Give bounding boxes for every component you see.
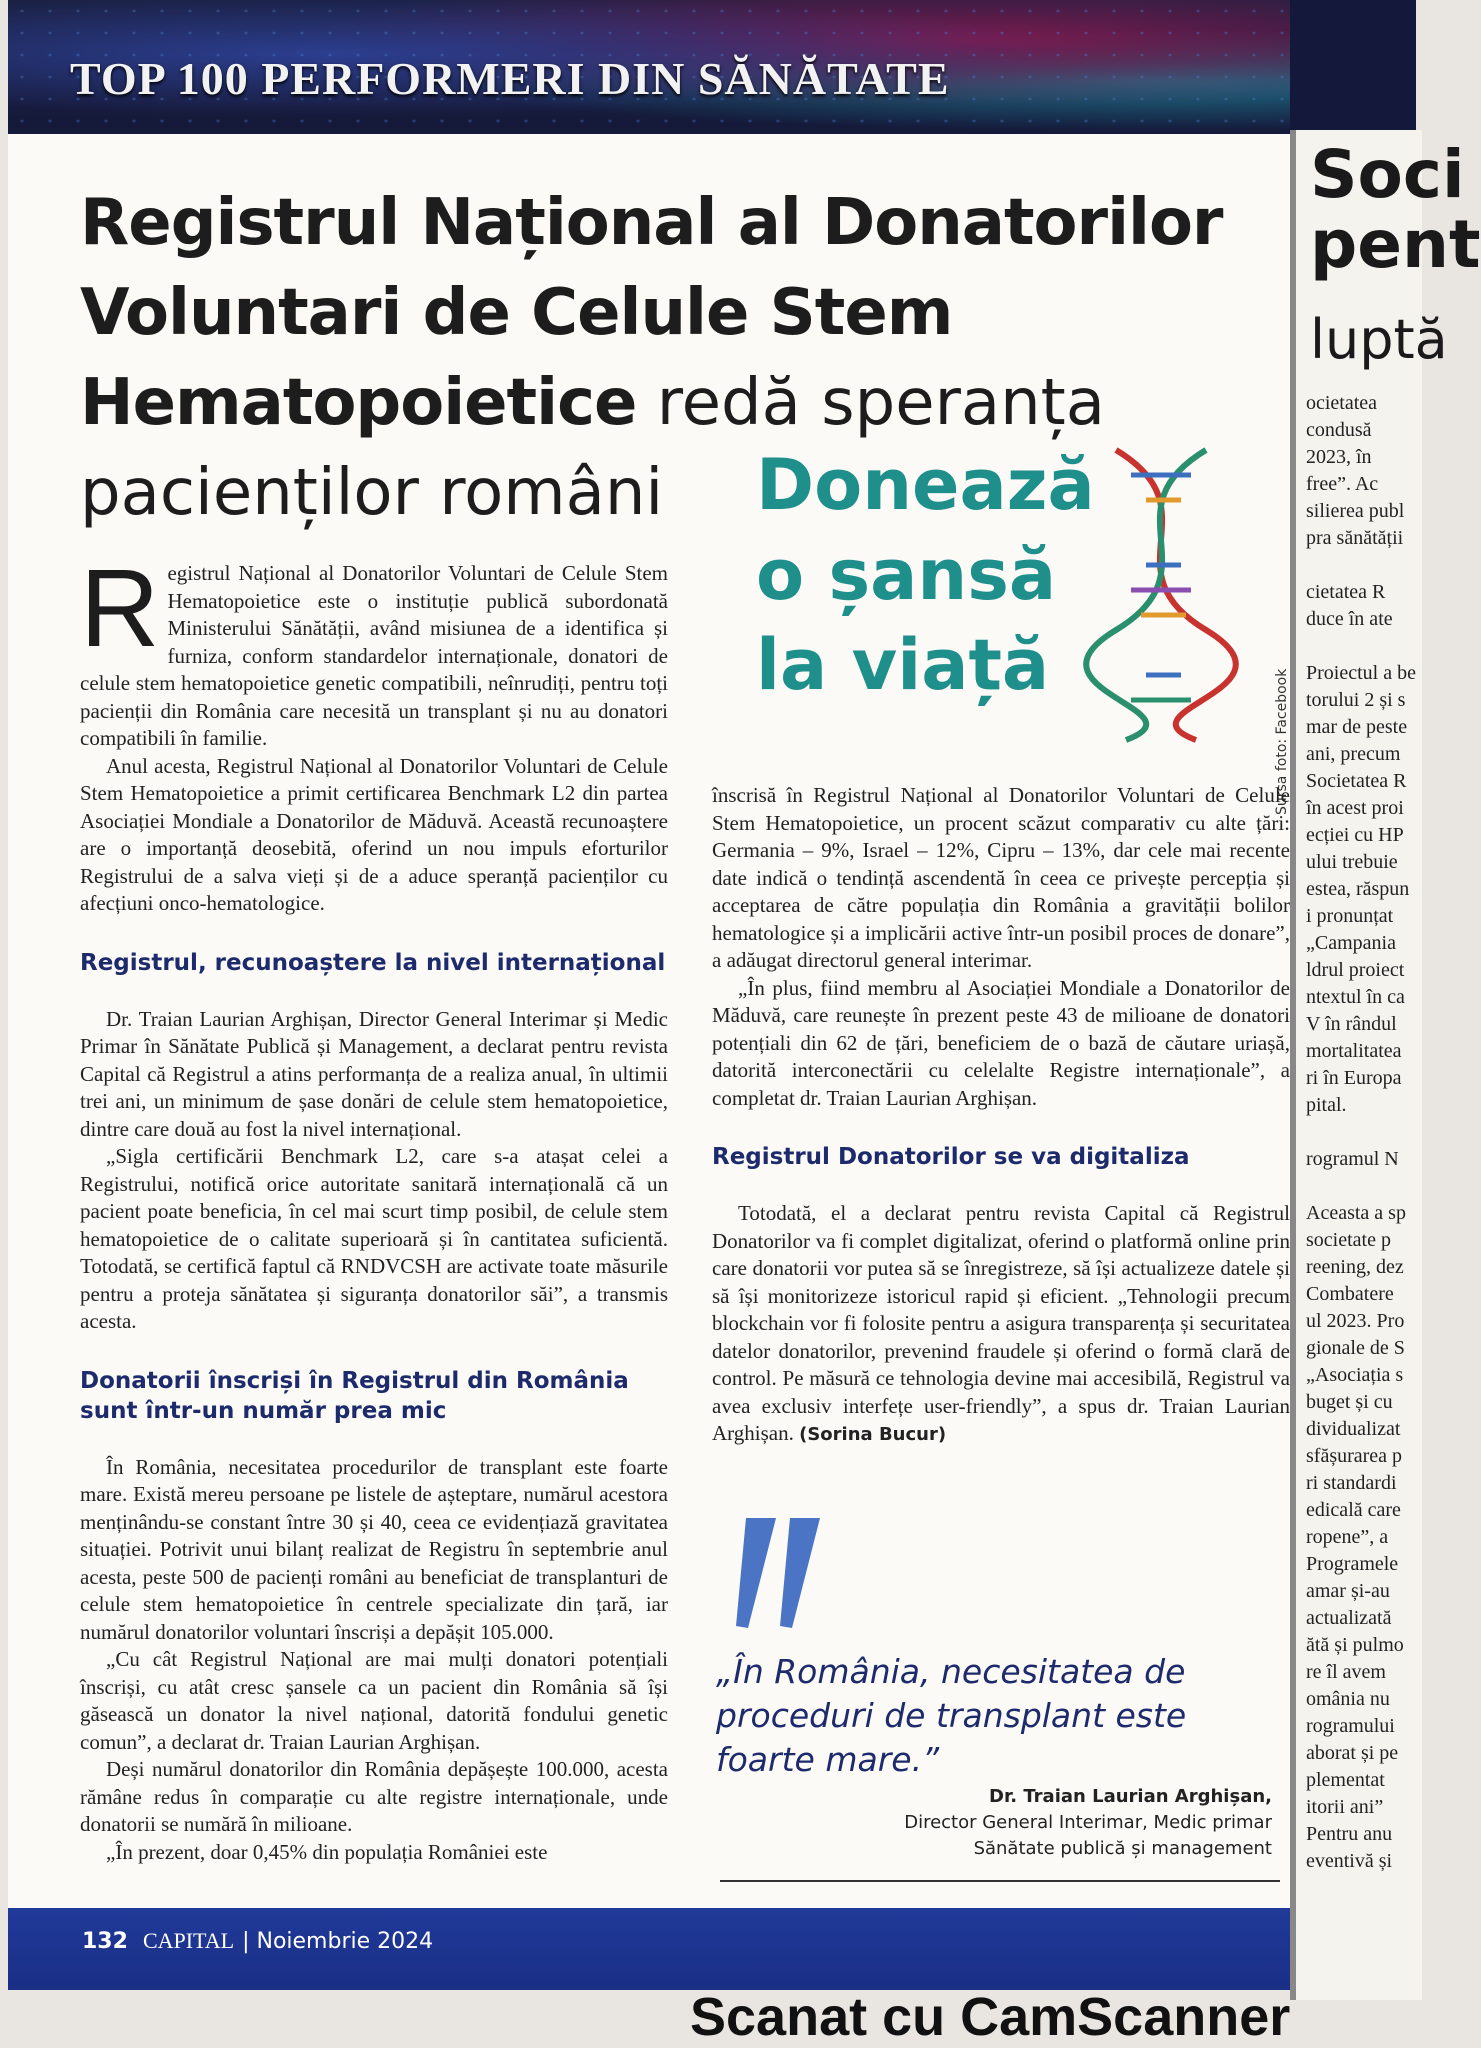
- next-page-line: V în rândul: [1306, 1013, 1397, 1035]
- section-banner: [8, 0, 1290, 134]
- next-page-line: ătă și pulmo: [1306, 1634, 1404, 1656]
- next-page-line: „Asociația s: [1306, 1364, 1404, 1386]
- paragraph: Totodată, el a declarat pentru revista Capital că Registrul Donatorilor va fi complet digitalizat, oferind o platformă online prin care donatorii vor putea să se înregistreze, să își actualizeze datele și să își monitorizeze istoricul rapid și eficient. „Tehnologii precum blockchain vor fi folosite pentru a asigura transparența și securitatea datelor donatorilor, prevenind fraudele și oferind o formă clară de control. Pe măsură ce tehnologia devine mai accesibilă, Registrul va avea exclusiv interfețe user-friendly”, a spus dr. Traian Laurian Arghișan. (Sorina Bucur): [712, 1201, 1290, 1445]
- subheading: Registrul Donatorilor se va digitaliza: [712, 1144, 1190, 1170]
- next-page-line: amar și-au: [1306, 1580, 1390, 1602]
- next-page-line: sfășurarea p: [1306, 1445, 1403, 1467]
- next-page-headline: Soci pent: [1310, 136, 1481, 283]
- magazine-name: CAPITAL: [142, 1928, 235, 1953]
- next-page-line: condusă: [1306, 419, 1372, 441]
- next-page-line: actualizată: [1306, 1607, 1392, 1629]
- article-column-1: [80, 547, 668, 1866]
- next-page-line: re îl avem: [1306, 1661, 1386, 1683]
- next-page-line: pital.: [1306, 1094, 1347, 1116]
- next-page-line: aborat și pe: [1306, 1742, 1399, 1764]
- paragraph: „Sigla certificării Benchmark L2, care s-a atașat celei a Registrului, notifică orice autoritate sanitară internațională că un pacient poate beneficia, în cel mai scurt timp posibil, de celule stem hematopoietice de o calitate superioară și în cantitatea suficientă. Totodată, se certifică faptul că RNDVCSH are activate toate măsurile pentru a proteja sănătatea și siguranța donatorilor săi”, a transmis acesta.: [80, 1144, 668, 1333]
- next-page-line: Programele: [1306, 1553, 1399, 1575]
- next-page-line: ani, precum: [1306, 743, 1401, 765]
- page-number: 132: [82, 1929, 128, 1954]
- paragraph: Deși numărul donatorilor din România depășește 100.000, acesta rămâne redus în comparație cu alte registre internaționale, unde donatorii se numără în milioane.: [80, 1757, 668, 1836]
- next-page-line: edicală care: [1306, 1499, 1401, 1521]
- next-page-line: gionale de S: [1306, 1337, 1405, 1359]
- paragraph: În România, necesitatea procedurilor de transplant este foarte mare. Există mereu persoane pe listele de așteptare, numărul acestora menținându-se constant între 30 și 40, ceea ce evidențiază gravitatea situației. Potrivit unui bilanț realizat de Registru în septembrie anul acesta, peste 500 de pacienți români au beneficiat de transplanturi de celule stem hematopoietice în centrele specializate din țară, iar numărul donatorilor voluntari înscriși a depășit 105.000.: [80, 1454, 668, 1644]
- next-page-line: plementat: [1306, 1769, 1385, 1791]
- next-page-line: mar de peste: [1306, 716, 1408, 738]
- next-page-edge: [1290, 130, 1481, 2000]
- next-page-banner: [1290, 0, 1416, 130]
- page-footer: [8, 1908, 1290, 1990]
- next-page-line: free”. Ac: [1306, 473, 1379, 495]
- paragraph: „Cu cât Registrul Național are mai mulți donatori potențiali înscriși, cu atât cresc șansele ca un pacient din România să își găsească un donator la nivel național, datorită fondului genetic comun”, a declarat dr. Traian Laurian Arghișan.: [80, 1647, 668, 1754]
- next-page-line: Pentru anu: [1306, 1823, 1393, 1845]
- issue-date: Noiembrie 2024: [256, 1929, 434, 1954]
- next-page-line: ului trebuie: [1306, 851, 1398, 873]
- next-page-subheadline: luptă: [1310, 308, 1448, 371]
- next-page-line: i pronunțat: [1306, 905, 1394, 927]
- next-page-line: Combatere: [1306, 1283, 1394, 1305]
- next-page-line: Societatea R: [1306, 770, 1407, 792]
- next-page-text: [1306, 390, 1426, 1875]
- next-page-line: ropene”, a: [1306, 1526, 1389, 1548]
- next-page-line: în acest proi: [1306, 797, 1404, 819]
- paragraph: „În plus, fiind membru al Asociației Mondiale a Donatorilor de Măduvă, care reunește în prezent peste 43 de milioane de donatori potențiali din 62 de țări, beneficiem de o bază de căutare uriașă, datorită interconectării cu celelalte Registre internaționale”, a completat dr. Traian Laurian Arghișan.: [712, 975, 1290, 1110]
- next-page-line: [1306, 552, 1426, 579]
- next-page-line: societate p: [1306, 1229, 1391, 1251]
- next-page-line: cietatea R: [1306, 581, 1386, 603]
- section-title: TOP 100 PERFORMERI DIN SĂNĂTATE: [70, 53, 950, 104]
- next-page-line: estea, răspun: [1306, 878, 1410, 900]
- next-page-line: torului 2 și s: [1306, 689, 1406, 711]
- headline-bold: Registrul Național al Donatorilor Voluntari de Celule Stem Hematopoietice: [80, 186, 1223, 440]
- next-page-line: ri standardi: [1306, 1472, 1397, 1494]
- subheading: Donatorii înscriși în Registrul din România sunt într-un număr prea mic: [80, 1367, 629, 1424]
- magazine-page: [8, 0, 1290, 1990]
- headline-regular: redă speranța pacienților români: [80, 366, 1105, 530]
- pull-quote: „În România, necesitatea de proceduri de transplant este foarte mare.”: [716, 1652, 1187, 1779]
- next-page-line: eventivă și: [1306, 1850, 1393, 1872]
- paragraph: Anul acesta, Registrul Național al Donatorilor Voluntari de Celule Stem Hematopoietice a primit certificarea Benchmark L2 din partea Asociației Mondiale a Donatorilor de Măduvă. Această recunoaștere are o importanță deosebită, oferind un nou impuls eforturilor Registrului de a salva vieți și de a aduce speranță pacienților cu afecțiuni onco-hematologice.: [80, 753, 668, 915]
- footer-info: 132 CAPITAL | Noiembrie 2024: [82, 1928, 434, 1954]
- subheading: Registrul, recunoaștere la nivel internațional: [80, 949, 666, 976]
- next-page-line: ecției cu HP: [1306, 824, 1404, 846]
- next-page-line: 2023, în: [1306, 446, 1372, 468]
- next-page-line: [1306, 1173, 1426, 1200]
- next-page-line: itorii ani”: [1306, 1796, 1384, 1818]
- paragraph: Dr. Traian Laurian Arghișan, Director General Interimar și Medic Primar în Sănătate Publică și Management, a declarat pentru revista Capital că Registrul a atins performanța de a realiza anual, în ultimii trei ani, un minimum de șase donări de celule stem hematopoietice, dintre care două au fost la nivel internațional.: [80, 1006, 668, 1141]
- next-page-line: pra sănătății: [1306, 527, 1404, 549]
- next-page-line: ri în Europa: [1306, 1067, 1402, 1089]
- drop-cap: R: [80, 547, 160, 670]
- next-page-line: rogramului: [1306, 1715, 1395, 1737]
- quote-mark-icon: [728, 1508, 838, 1638]
- article-column-2: [712, 782, 1290, 1449]
- next-page-line: mortalitatea: [1306, 1040, 1402, 1062]
- paragraph: înscrisă în Registrul Național al Donatorilor Voluntari de Celule Stem Hematopoietice, un procent scăzut comparativ cu alte țări: Germania – 9%, Israel – 12%, Cipru – 13%, dar cele mai recente date indică o tendință ascendentă în ceea ce privește percepția și acceptarea de către populația din România a gravității bolilor hematologice și a implicării active într-un posibil proces de donare”, a adăugat directorul general interimar.: [712, 783, 1290, 972]
- next-page-line: buget și cu: [1306, 1391, 1393, 1413]
- next-page-line: ntextul în ca: [1306, 986, 1405, 1008]
- next-page-line: dividualizat: [1306, 1418, 1401, 1440]
- next-page-line: omânia nu: [1306, 1688, 1390, 1710]
- scanner-watermark: Scanat cu CamScanner: [690, 1987, 1291, 2047]
- next-page-line: ldrul proiect: [1306, 959, 1405, 981]
- divider: [720, 1880, 1280, 1882]
- next-page-line: duce în ate: [1306, 608, 1393, 630]
- author-byline: (Sorina Bucur): [799, 1424, 947, 1445]
- intro-paragraph: Registrul Național al Donatorilor Voluntari de Celule Stem Hematopoietice este o instituție publică subordonată Ministerului Sănătății, având misiunea de a identifica și furniza, conform standardelor internaționale, donatori de celule stem hematopoietice genetic compatibili, neînrudiți, pentru toți pacienții din România care necesită un transplant și nu au donatori compatibili în familie.: [80, 547, 668, 750]
- next-page-line: „Campania: [1306, 932, 1396, 954]
- campaign-slogan: Donează o șansă la viață: [756, 444, 1095, 706]
- next-page-line: rogramul N: [1306, 1148, 1399, 1170]
- next-page-line: Aceasta a sp: [1306, 1202, 1406, 1224]
- next-page-line: ocietatea: [1306, 392, 1378, 414]
- next-page-line: silierea publ: [1306, 500, 1405, 522]
- next-page-line: [1306, 1119, 1426, 1146]
- next-page-line: Proiectul a be: [1306, 662, 1416, 684]
- next-page-line: [1306, 633, 1426, 660]
- pull-quote-attribution: Dr. Traian Laurian Arghișan, Director General Interimar, Medic primar Sănătate publică și management: [904, 1786, 1272, 1859]
- dna-helix-icon: [1086, 440, 1236, 740]
- next-page-line: ul 2023. Pro: [1306, 1310, 1405, 1332]
- next-page-line: reening, dez: [1306, 1256, 1404, 1278]
- campaign-graphic: [756, 440, 1276, 740]
- paragraph: „În prezent, doar 0,45% din populația României este: [106, 1839, 548, 1864]
- photo-credit: Sursa foto: Facebook: [1274, 668, 1290, 815]
